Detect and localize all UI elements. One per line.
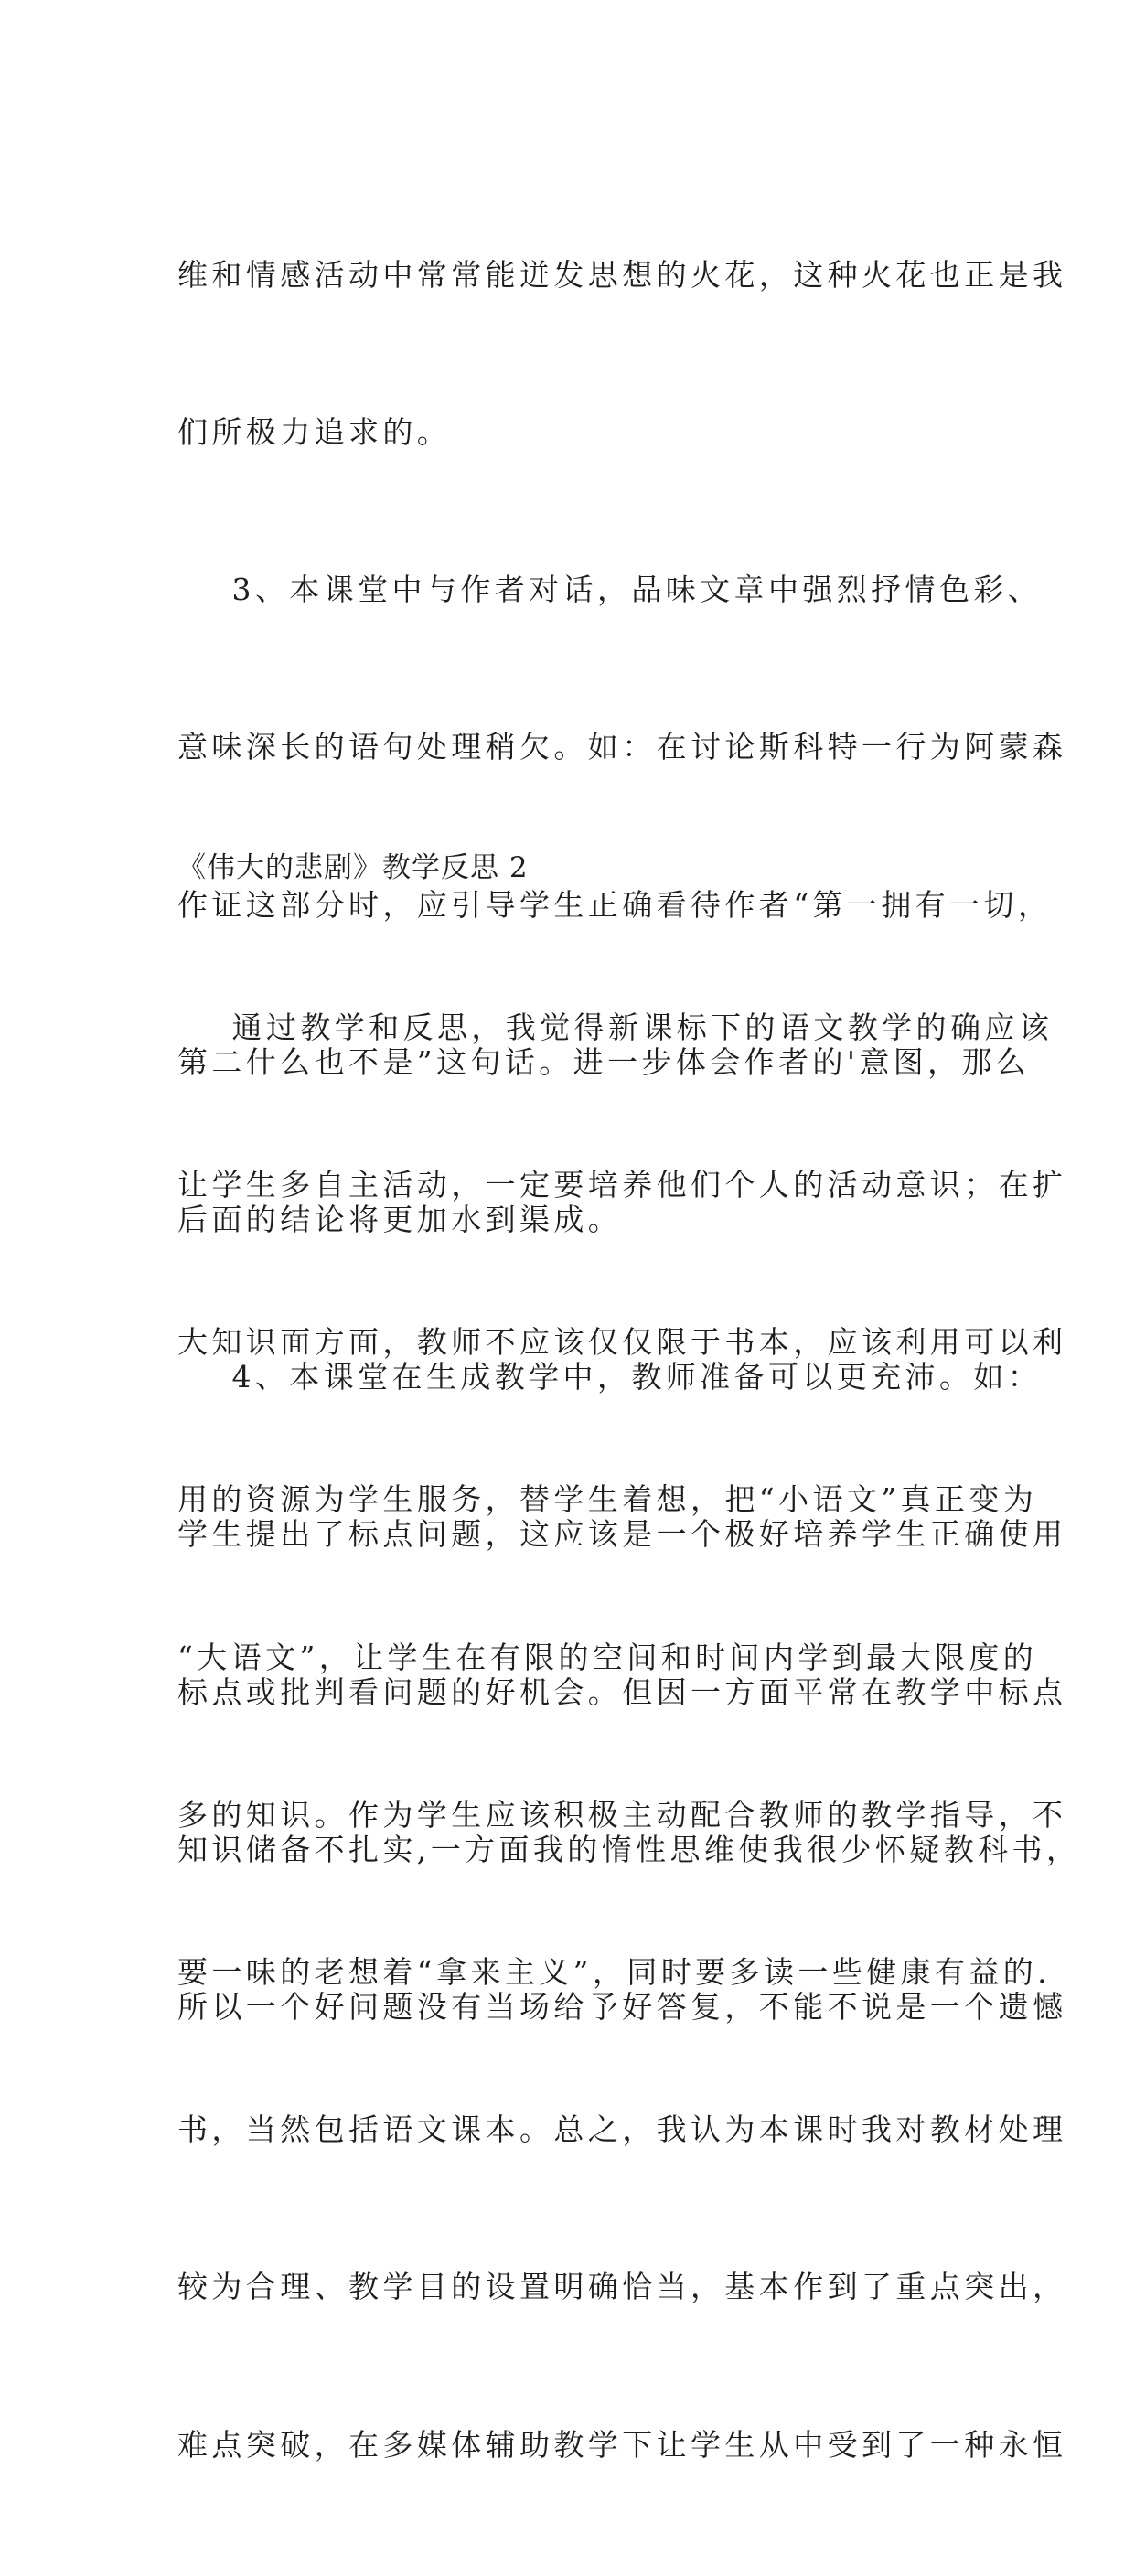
text-line: 通过教学和反思，我觉得新课标下的语文教学的确应该 [177, 1009, 1054, 1045]
text-line: 大知识面方面，教师不应该仅仅限于书本，应该利用可以利 [177, 1324, 1067, 1361]
text-line: 第二什么也不是”这句话。进一步体会作者的'意图，那么 [177, 1043, 1031, 1080]
text-line: 多的知识。作为学生应该积极主动配合教师的教学指导，不 [177, 1796, 1067, 1833]
text-line: 知识储备不扎实,一方面我的惰性思维使我很少怀疑教科书， [177, 1831, 1081, 1867]
text-line: 较为合理、教学目的设置明确恰当，基本作到了重点突出， [177, 2269, 1067, 2305]
text-line: 让学生多自主活动，一定要培养他们个人的活动意识；在扩 [177, 1167, 1067, 1203]
text-line: “大语文”，让学生在有限的空间和时间内学到最大限度的 [177, 1639, 1038, 1675]
text-line: 用的资源为学生服务，替学生着想，把“小语文”真正变为 [177, 1481, 1038, 1518]
text-line: 所以一个好问题没有当场给予好答复，不能不说是一个遗憾 [177, 1989, 1067, 2026]
text-line: 维和情感活动中常常能迸发思想的火花，这种火花也正是我 [177, 256, 1067, 293]
text-line: 作证这部分时，应引导学生正确看待作者“第一拥有一切， [177, 886, 1053, 923]
text-line: 要一味的老想着“拿来主义”，同时要多读一些健康有益的. [177, 1954, 1052, 1991]
text-line: 意味深长的语句处理稍欠。如：在讨论斯科特一行为阿蒙森 [177, 729, 1067, 765]
text-line: 4、本课堂在生成教学中，教师准备可以更充沛。如： [177, 1359, 1043, 1395]
text-line: 后面的结论将更加水到渠成。 [177, 1202, 623, 1238]
section-heading: 《伟大的悲剧》教学反思 2 [177, 851, 529, 884]
text-line: 学生提出了标点问题，这应该是一个极好培养学生正确使用 [177, 1516, 1067, 1553]
text-line: 书，当然包括语文课本。总之，我认为本课时我对教材处理 [177, 2111, 1067, 2148]
text-line: 们所极力追求的。 [177, 414, 452, 451]
text-line: 标点或批判看问题的好机会。但因一方面平常在教学中标点 [177, 1673, 1067, 1710]
text-line: 3、本课堂中与作者对话，品味文章中强烈抒情色彩、 [177, 572, 1043, 608]
text-line: 难点突破，在多媒体辅助教学下让学生从中受到了一种永恒 [177, 2426, 1067, 2463]
reflection-2-body [177, 896, 1081, 2576]
